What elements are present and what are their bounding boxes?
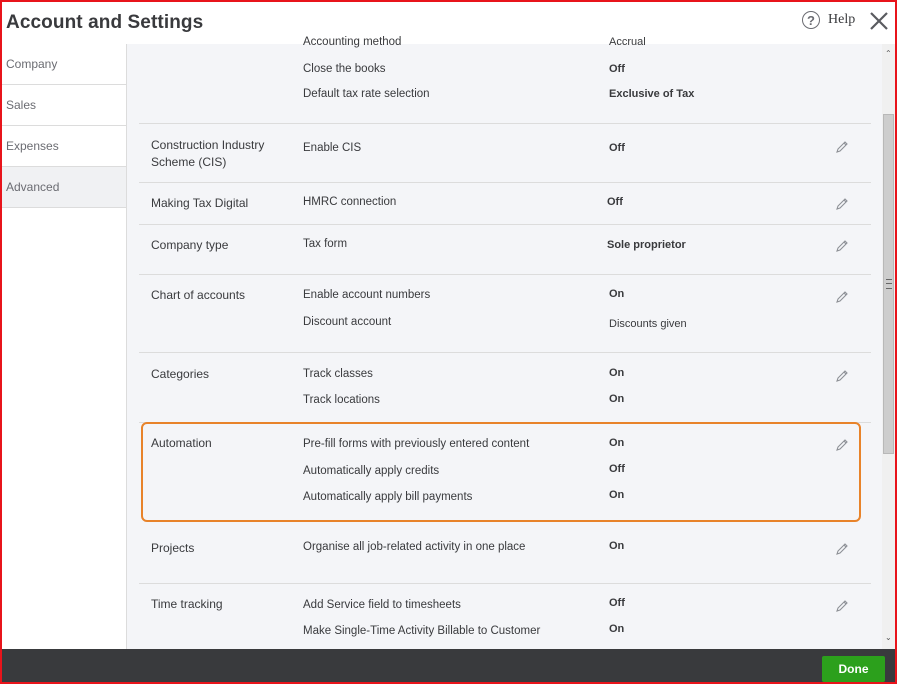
- dialog-title: Account and Settings: [6, 12, 204, 33]
- setting-value: On: [609, 367, 625, 379]
- setting-label: Track classes: [303, 368, 373, 380]
- setting-label: Track locations: [303, 394, 380, 406]
- section-categories: [139, 352, 871, 423]
- sidebar-item-advanced[interactable]: [2, 167, 126, 208]
- edit-pencil-icon[interactable]: [835, 438, 849, 452]
- help-button[interactable]: [802, 11, 855, 29]
- setting-value: Off: [609, 463, 625, 475]
- setting-label: Close the books: [303, 63, 386, 75]
- setting-label: Make Single-Time Activity Billable to Customer: [303, 625, 541, 637]
- edit-pencil-icon[interactable]: [835, 290, 849, 304]
- scrollbar-thumb[interactable]: [883, 114, 894, 454]
- close-icon[interactable]: [868, 10, 890, 32]
- section-name: Projects: [151, 541, 195, 555]
- edit-pencil-icon[interactable]: [835, 239, 849, 253]
- section-accounting: [139, 34, 871, 124]
- edit-pencil-icon[interactable]: [835, 542, 849, 556]
- section-name: Automation: [151, 436, 212, 450]
- section-name: Making Tax Digital: [151, 196, 249, 210]
- sidebar-item-sales[interactable]: [2, 85, 126, 126]
- setting-value: Off: [609, 63, 625, 75]
- setting-value: Off: [607, 196, 623, 208]
- setting-label: Enable CIS: [303, 142, 362, 154]
- setting-label: Automatically apply bill payments: [303, 491, 473, 503]
- setting-value: Discounts given: [609, 318, 687, 330]
- edit-pencil-icon[interactable]: [835, 599, 849, 613]
- setting-value: Off: [609, 142, 625, 154]
- sidebar-item-label: Sales: [6, 98, 37, 112]
- help-label: Help: [828, 12, 856, 27]
- section-automation: [139, 422, 871, 527]
- sidebar-item-label: Company: [6, 57, 58, 71]
- settings-content: [127, 36, 882, 649]
- setting-value: On: [609, 489, 625, 501]
- setting-value: On: [609, 623, 625, 635]
- section-name: Company type: [151, 238, 229, 252]
- setting-label: Pre-fill forms with previously entered content: [303, 438, 530, 450]
- setting-value: On: [609, 393, 625, 405]
- setting-value: On: [609, 288, 625, 300]
- sidebar-item-expenses[interactable]: [2, 126, 126, 167]
- dialog-footer: [2, 649, 895, 682]
- done-button[interactable]: Done: [822, 656, 885, 682]
- section-name: Construction Industry Scheme (CIS): [151, 138, 265, 169]
- sidebar-item-label: Expenses: [6, 139, 59, 153]
- setting-value: On: [609, 540, 625, 552]
- scroll-down-icon[interactable]: ⌄: [885, 633, 892, 642]
- edit-pencil-icon[interactable]: [835, 197, 849, 211]
- help-icon: ?: [802, 11, 820, 29]
- section-chart-of-accounts: [139, 274, 871, 353]
- settings-sidebar: [2, 44, 127, 649]
- grip-icon: [886, 279, 892, 289]
- section-projects: [139, 527, 871, 584]
- setting-label: Discount account: [303, 316, 392, 328]
- section-making-tax-digital: [139, 182, 871, 225]
- section-name: Chart of accounts: [151, 288, 246, 302]
- setting-label: Organise all job-related activity in one place: [303, 541, 526, 553]
- setting-value: Accrual: [609, 36, 646, 48]
- setting-value: Off: [609, 597, 625, 609]
- setting-label: Tax form: [303, 238, 348, 250]
- setting-label: Default tax rate selection: [303, 88, 430, 100]
- section-cis: [139, 123, 871, 183]
- section-name: Time tracking: [151, 597, 223, 611]
- setting-value: Exclusive of Tax: [609, 88, 695, 100]
- setting-value: Sole proprietor: [607, 239, 686, 251]
- setting-label: HMRC connection: [303, 196, 397, 208]
- sidebar-item-label: Advanced: [6, 180, 60, 194]
- setting-label: Enable account numbers: [303, 289, 431, 301]
- edit-pencil-icon[interactable]: [835, 369, 849, 383]
- setting-label: Accounting method: [303, 36, 402, 48]
- setting-label: Add Service field to timesheets: [303, 599, 461, 611]
- setting-value: On: [609, 437, 625, 449]
- setting-label: Automatically apply credits: [303, 465, 440, 477]
- section-company-type: [139, 224, 871, 275]
- scroll-up-icon[interactable]: ⌃: [885, 49, 892, 58]
- sidebar-item-company[interactable]: [2, 44, 126, 85]
- content-scrollbar[interactable]: [882, 44, 895, 649]
- edit-pencil-icon[interactable]: [835, 140, 849, 154]
- section-name: Categories: [151, 367, 210, 381]
